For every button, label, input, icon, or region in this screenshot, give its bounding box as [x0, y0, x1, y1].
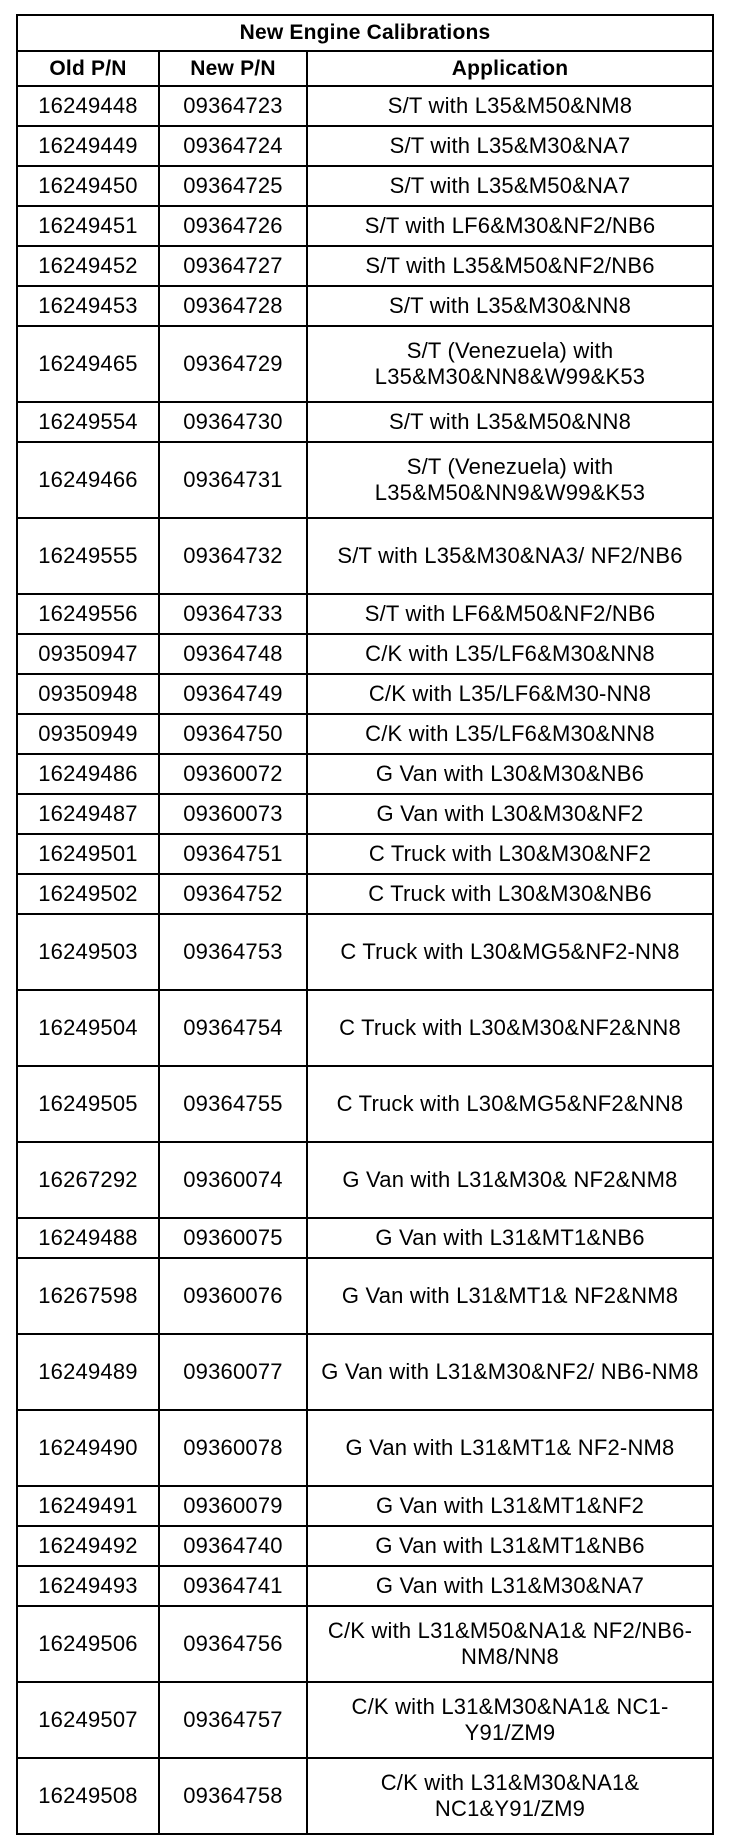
application-cell: S/T with LF6&M50&NF2/NB6 [307, 594, 713, 634]
old-pn-cell: 16249504 [17, 990, 159, 1066]
application-cell: S/T with L35&M30&NA3/ NF2/NB6 [307, 518, 713, 594]
table-body [17, 86, 713, 1834]
old-pn-cell: 09350949 [17, 714, 159, 754]
application-cell: C Truck with L30&MG5&NF2&NN8 [307, 1066, 713, 1142]
calibrations-table-container [16, 14, 712, 1835]
new-pn-cell: 09364733 [159, 594, 307, 634]
old-pn-cell: 16249448 [17, 86, 159, 126]
table-row [17, 834, 713, 874]
application-cell: S/T with LF6&M30&NF2/NB6 [307, 206, 713, 246]
table-row [17, 402, 713, 442]
old-pn-cell: 16249486 [17, 754, 159, 794]
new-pn-cell: 09364758 [159, 1758, 307, 1834]
application-cell: G Van with L31&MT1& NF2-NM8 [307, 1410, 713, 1486]
table-row [17, 594, 713, 634]
application-cell: S/T with L35&M30&NN8 [307, 286, 713, 326]
application-cell: G Van with L31&M30& NF2&NM8 [307, 1142, 713, 1218]
new-pn-cell: 09364723 [159, 86, 307, 126]
table-title-row [17, 15, 713, 51]
table-row [17, 1486, 713, 1526]
application-cell: C Truck with L30&MG5&NF2-NN8 [307, 914, 713, 990]
application-cell: C Truck with L30&M30&NB6 [307, 874, 713, 914]
old-pn-cell: 16249489 [17, 1334, 159, 1410]
table-row [17, 1526, 713, 1566]
new-pn-cell: 09364741 [159, 1566, 307, 1606]
old-pn-cell: 16249502 [17, 874, 159, 914]
table-row [17, 874, 713, 914]
table-row [17, 1758, 713, 1834]
application-cell: C/K with L31&M50&NA1& NF2/NB6-NM8/NN8 [307, 1606, 713, 1682]
old-pn-cell: 16249465 [17, 326, 159, 402]
application-cell: C/K with L35/LF6&M30-NN8 [307, 674, 713, 714]
new-pn-cell: 09364757 [159, 1682, 307, 1758]
application-cell: S/T with L35&M30&NA7 [307, 126, 713, 166]
application-cell: G Van with L31&MT1& NF2&NM8 [307, 1258, 713, 1334]
old-pn-cell: 16249490 [17, 1410, 159, 1486]
table-row [17, 1258, 713, 1334]
application-cell: S/T with L35&M50&NN8 [307, 402, 713, 442]
application-cell: C/K with L35/LF6&M30&NN8 [307, 714, 713, 754]
calibrations-table [16, 14, 714, 1835]
old-pn-cell: 16249556 [17, 594, 159, 634]
table-row [17, 1334, 713, 1410]
table-row [17, 914, 713, 990]
table-title: New Engine Calibrations [17, 15, 713, 51]
old-pn-cell: 16249453 [17, 286, 159, 326]
application-cell: C/K with L35/LF6&M30&NN8 [307, 634, 713, 674]
table-row [17, 794, 713, 834]
new-pn-cell: 09364748 [159, 634, 307, 674]
application-cell: S/T (Venezuela) with L35&M30&NN8&W99&K53 [307, 326, 713, 402]
new-pn-cell: 09364724 [159, 126, 307, 166]
old-pn-cell: 09350947 [17, 634, 159, 674]
application-cell: S/T with L35&M50&NA7 [307, 166, 713, 206]
new-pn-cell: 09364754 [159, 990, 307, 1066]
old-pn-cell: 16249450 [17, 166, 159, 206]
old-pn-cell: 16249554 [17, 402, 159, 442]
header-old-pn: Old P/N [17, 51, 159, 86]
table-row [17, 1566, 713, 1606]
table-row [17, 246, 713, 286]
table-row [17, 286, 713, 326]
old-pn-cell: 16249508 [17, 1758, 159, 1834]
table-row [17, 326, 713, 402]
application-cell: G Van with L31&M30&NF2/ NB6-NM8 [307, 1334, 713, 1410]
table-row [17, 86, 713, 126]
old-pn-cell: 16249493 [17, 1566, 159, 1606]
application-cell: G Van with L30&M30&NB6 [307, 754, 713, 794]
table-row [17, 1410, 713, 1486]
new-pn-cell: 09364750 [159, 714, 307, 754]
application-cell: S/T with L35&M50&NF2/NB6 [307, 246, 713, 286]
table-header-row [17, 51, 713, 86]
application-cell: G Van with L31&MT1&NB6 [307, 1526, 713, 1566]
new-pn-cell: 09364740 [159, 1526, 307, 1566]
header-application: Application [307, 51, 713, 86]
table-row [17, 206, 713, 246]
new-pn-cell: 09360074 [159, 1142, 307, 1218]
new-pn-cell: 09360078 [159, 1410, 307, 1486]
new-pn-cell: 09364749 [159, 674, 307, 714]
table-row [17, 674, 713, 714]
old-pn-cell: 16249466 [17, 442, 159, 518]
old-pn-cell: 09350948 [17, 674, 159, 714]
new-pn-cell: 09364727 [159, 246, 307, 286]
application-cell: C/K with L31&M30&NA1& NC1-Y91/ZM9 [307, 1682, 713, 1758]
new-pn-cell: 09360075 [159, 1218, 307, 1258]
application-cell: S/T (Venezuela) with L35&M50&NN9&W99&K53 [307, 442, 713, 518]
table-row [17, 1218, 713, 1258]
new-pn-cell: 09364731 [159, 442, 307, 518]
new-pn-cell: 09364729 [159, 326, 307, 402]
new-pn-cell: 09364726 [159, 206, 307, 246]
application-cell: G Van with L30&M30&NF2 [307, 794, 713, 834]
new-pn-cell: 09360077 [159, 1334, 307, 1410]
new-pn-cell: 09364751 [159, 834, 307, 874]
application-cell: S/T with L35&M50&NM8 [307, 86, 713, 126]
table-row [17, 166, 713, 206]
new-pn-cell: 09364755 [159, 1066, 307, 1142]
new-pn-cell: 09360073 [159, 794, 307, 834]
table-row [17, 518, 713, 594]
new-pn-cell: 09364728 [159, 286, 307, 326]
application-cell: C Truck with L30&M30&NF2 [307, 834, 713, 874]
table-row [17, 1606, 713, 1682]
old-pn-cell: 16249451 [17, 206, 159, 246]
old-pn-cell: 16249491 [17, 1486, 159, 1526]
old-pn-cell: 16249492 [17, 1526, 159, 1566]
new-pn-cell: 09360076 [159, 1258, 307, 1334]
old-pn-cell: 16249507 [17, 1682, 159, 1758]
old-pn-cell: 16249506 [17, 1606, 159, 1682]
table-row [17, 126, 713, 166]
table-row [17, 1682, 713, 1758]
table-row [17, 634, 713, 674]
old-pn-cell: 16249555 [17, 518, 159, 594]
table-row [17, 1066, 713, 1142]
table-row [17, 1142, 713, 1218]
old-pn-cell: 16249488 [17, 1218, 159, 1258]
new-pn-cell: 09360079 [159, 1486, 307, 1526]
application-cell: C/K with L31&M30&NA1& NC1&Y91/ZM9 [307, 1758, 713, 1834]
old-pn-cell: 16249501 [17, 834, 159, 874]
old-pn-cell: 16249503 [17, 914, 159, 990]
table-row [17, 714, 713, 754]
old-pn-cell: 16249452 [17, 246, 159, 286]
new-pn-cell: 09364730 [159, 402, 307, 442]
table-row [17, 442, 713, 518]
table-row [17, 754, 713, 794]
application-cell: C Truck with L30&M30&NF2&NN8 [307, 990, 713, 1066]
application-cell: G Van with L31&M30&NA7 [307, 1566, 713, 1606]
new-pn-cell: 09364756 [159, 1606, 307, 1682]
table-row [17, 990, 713, 1066]
old-pn-cell: 16249449 [17, 126, 159, 166]
old-pn-cell: 16249505 [17, 1066, 159, 1142]
new-pn-cell: 09360072 [159, 754, 307, 794]
old-pn-cell: 16267292 [17, 1142, 159, 1218]
application-cell: G Van with L31&MT1&NB6 [307, 1218, 713, 1258]
new-pn-cell: 09364732 [159, 518, 307, 594]
old-pn-cell: 16267598 [17, 1258, 159, 1334]
new-pn-cell: 09364752 [159, 874, 307, 914]
header-new-pn: New P/N [159, 51, 307, 86]
application-cell: G Van with L31&MT1&NF2 [307, 1486, 713, 1526]
new-pn-cell: 09364753 [159, 914, 307, 990]
new-pn-cell: 09364725 [159, 166, 307, 206]
old-pn-cell: 16249487 [17, 794, 159, 834]
